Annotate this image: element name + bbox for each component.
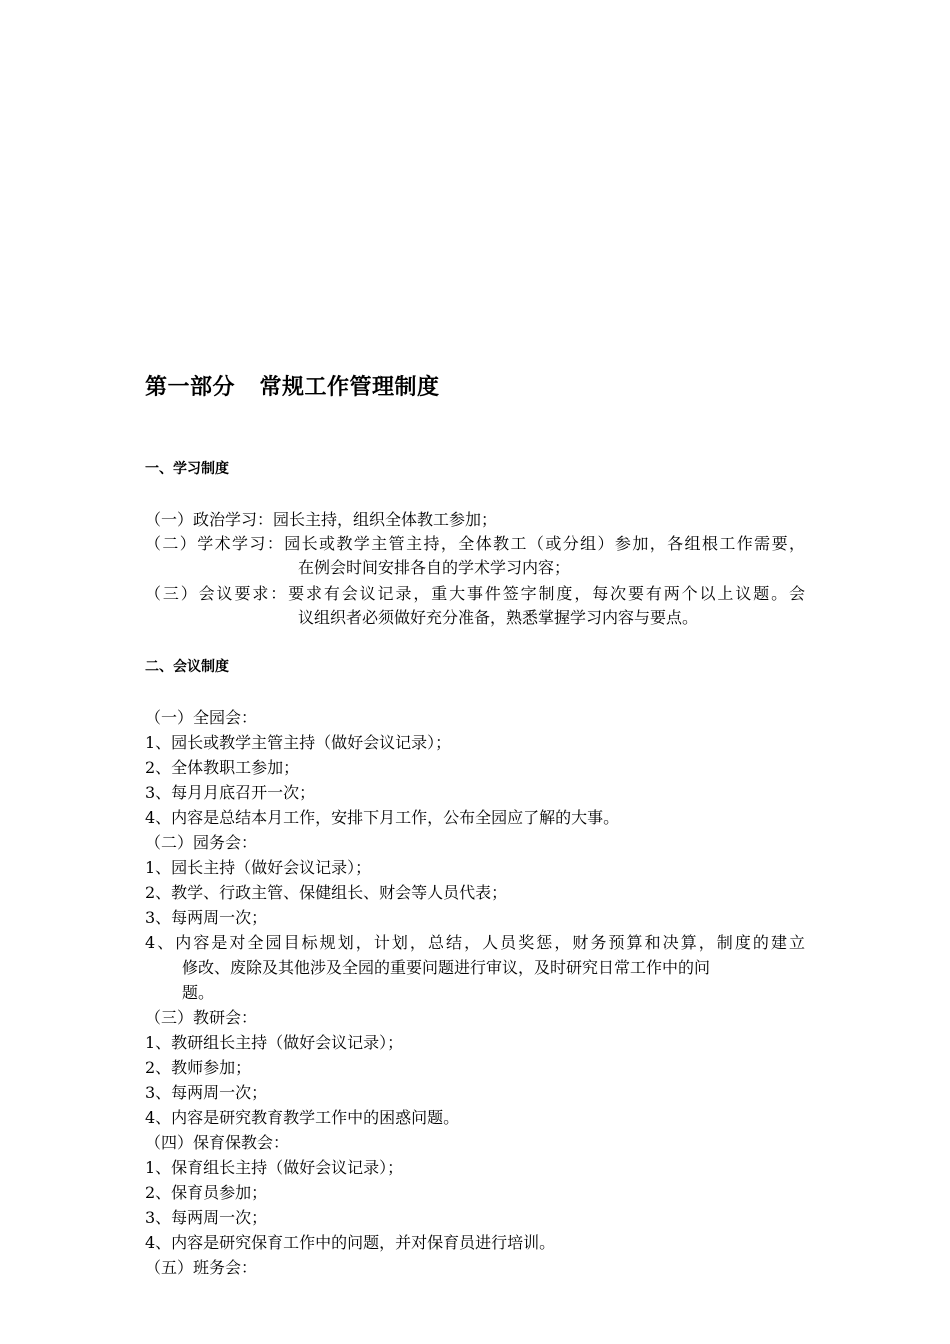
meeting-line: 4、内容是总结本月工作，安排下月工作，公布全园应了解的大事。 [145, 808, 620, 827]
meeting-line: 2、教学、行政主管、保健组长、财会等人员代表； [145, 883, 508, 902]
meeting-line: 2、全体教职工参加； [145, 758, 300, 777]
meeting-line: （四）保育保教会： [145, 1133, 290, 1152]
meeting-line: 4、内容是对全园目标规划，计划，总结，人员奖惩，财务预算和决算，制度的建立 [145, 933, 805, 952]
meeting-line: 2、教师参加； [145, 1058, 252, 1077]
meeting-line: （五）班务会： [145, 1258, 258, 1277]
study-line: 在例会时间安排各自的学术学习内容； [298, 558, 571, 577]
meeting-line: 2、保育员参加； [145, 1183, 268, 1202]
meeting-line: 3、每两周一次； [145, 1208, 268, 1227]
study-line: （三）会议要求：要求有会议记录，重大事件签字制度，每次要有两个以上议题。会 [145, 584, 805, 603]
meeting-line: （二）园务会： [145, 833, 258, 852]
meeting-line: 4、内容是研究教育教学工作中的困惑问题。 [145, 1108, 460, 1127]
meeting-line: 1、园长或教学主管主持（做好会议记录）； [145, 733, 452, 752]
meeting-line: 3、每月月底召开一次； [145, 783, 316, 802]
study-line: （二）学术学习：园长或教学主管主持，全体教工（或分组）参加，各组根工作需要， [145, 534, 805, 553]
section-title-meeting: 二、会议制度 [145, 659, 229, 675]
section-title-study: 一、学习制度 [145, 461, 229, 477]
study-line: 议组织者必须做好充分准备，熟悉掌握学习内容与要点。 [298, 608, 699, 627]
meeting-line: 修改、废除及其他涉及全园的重要问题进行审议，及时研究日常工作中的问 [182, 958, 711, 977]
meeting-line: 1、教研组长主持（做好会议记录）； [145, 1033, 404, 1052]
study-line: （一）政治学习：园长主持，组织全体教工参加； [145, 510, 498, 529]
meeting-line: （一）全园会： [145, 708, 258, 727]
meeting-line: 4、内容是研究保育工作中的问题，并对保育员进行培训。 [145, 1233, 556, 1252]
meeting-line: 3、每两周一次； [145, 1083, 268, 1102]
meeting-line: （三）教研会： [145, 1008, 258, 1027]
meeting-line: 3、每两周一次； [145, 908, 268, 927]
part-title: 第一部分 常规工作管理制度 [145, 375, 440, 400]
meeting-line: 1、园长主持（做好会议记录）； [145, 858, 372, 877]
meeting-line: 1、保育组长主持（做好会议记录）； [145, 1158, 404, 1177]
meeting-line: 题。 [182, 983, 215, 1002]
